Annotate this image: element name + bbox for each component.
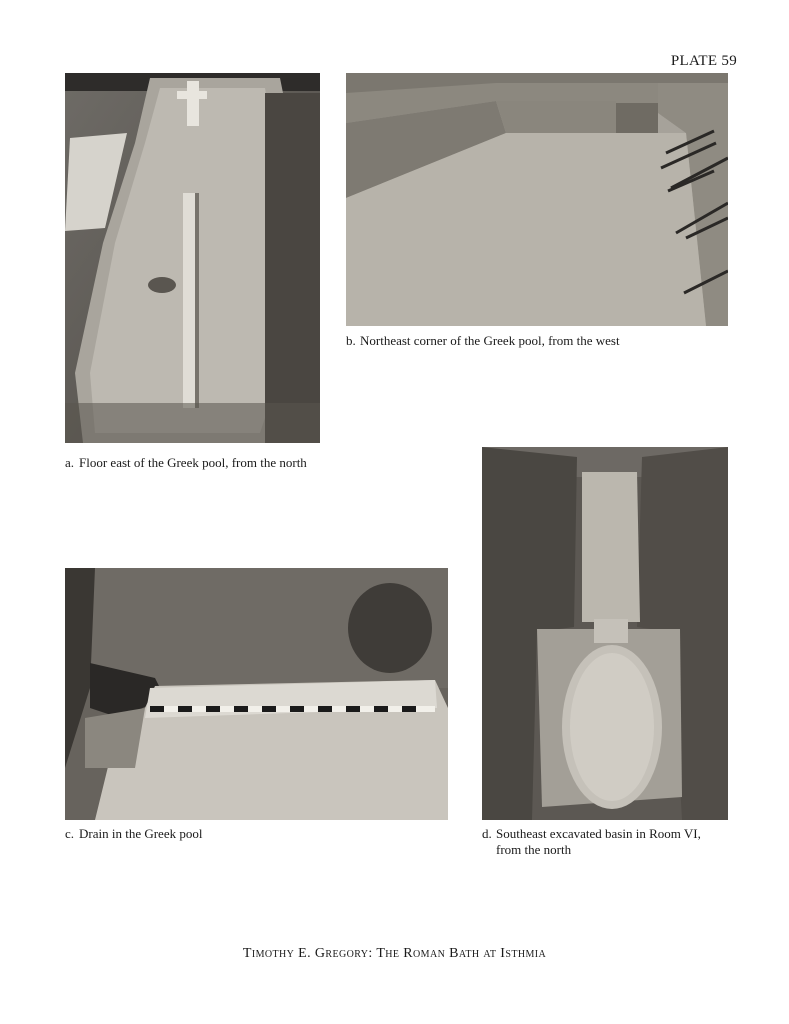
caption-d	[482, 826, 742, 858]
caption-b-text: Northeast corner of the Greek pool, from the west	[360, 333, 620, 348]
photo-d-basin	[482, 447, 728, 820]
caption-a-text: Floor east of the Greek pool, from the north	[79, 455, 307, 470]
caption-c	[65, 826, 365, 842]
caption-a-letter: a.	[65, 455, 75, 470]
caption-d-text: Southeast excavated basin in Room VI,	[496, 826, 701, 841]
caption-c-letter: c.	[65, 826, 75, 841]
caption-a	[65, 455, 365, 471]
caption-d-text-line2: from the north	[496, 842, 572, 857]
photo-a-floor-east	[65, 73, 320, 443]
running-footer: Timothy E. Gregory: The Roman Bath at Isthmia	[242, 946, 547, 961]
caption-d-letter: d.	[482, 826, 492, 841]
caption-c-text: Drain in the Greek pool	[79, 826, 203, 841]
caption-b	[346, 333, 736, 349]
photo-c-drain	[65, 568, 448, 820]
plate-number: PLATE 59	[670, 53, 737, 69]
caption-b-letter: b.	[346, 333, 356, 348]
photo-b-northeast-corner	[346, 73, 728, 326]
